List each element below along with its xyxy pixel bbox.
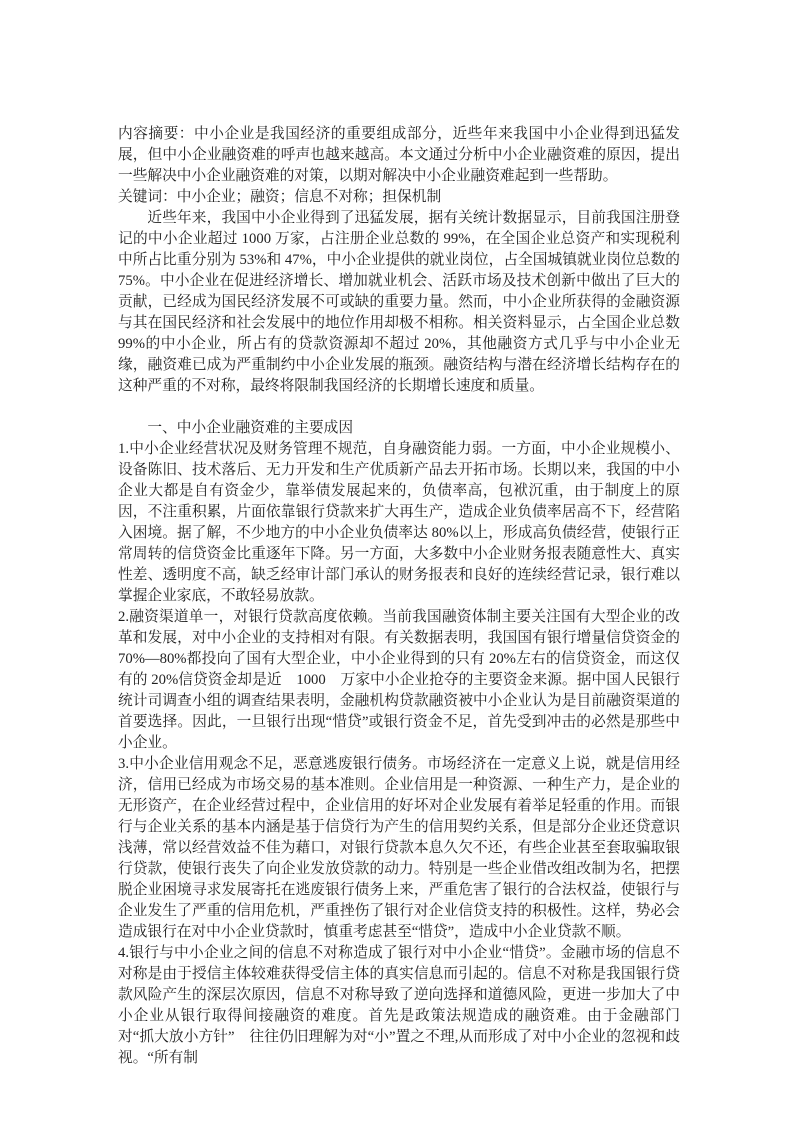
document-page — [118, 124, 680, 1069]
intro-paragraph: 近些年来，我国中小企业得到了迅猛发展，据有关统计数据显示，目前我国注册登记的中小企业超过 1000 万家，占注册企业总数的 99%，在全国企业总资产和实现税利中所占比重分别为 53%和 47%，中小企业提供的就业岗位，占全国城镇就业岗位总数的 75%。中小企业在促进经济增长、增加就业机会、活跃市场及技术创新中做出了巨大的贡献，已经成为国民经济发展不可或缺的重要力量。然而，中小企业所获得的金融资源与其在国民经济和社会发展中的地位作用却极不相称。相关资料显示，占全国企业总数 99%的中小企业，所占有的贷款资源却不超过 20%，其他融资方式几乎与中小企业无缘，融资难已成为严重制约中小企业发展的瓶颈。融资结构与潜在经济增长结构存在的这种严重的不对称，最终将限制我国经济的长期增长速度和质量。 — [118, 210, 680, 394]
keywords-paragraph: 关键词：中小企业；融资；信息不对称；担保机制 — [118, 189, 442, 205]
cause-2-paragraph: 2.融资渠道单一，对银行贷款高度依赖。当前我国融资体制主要关注国有大型企业的改革和发展，对中小企业的支持相对有限。有关数据表明，我国国有银行增量信贷资金的70%—80%都投向了国有大型企业，中小企业得到的只有 20%左右的信贷资金，而这仅有的 20%信贷资金却是近 1000 万家中小企业抢夺的主要资金来源。据中国人民银行统计司调查小组的调查结果表明，金融机构贷款融资被中小企业认为是目前融资渠道的首要选择。因此，一旦银行出现“惜贷”或银行资金不足，首先受到冲击的必然是那些中小企业。 — [118, 609, 680, 751]
cause-4-paragraph: 4.银行与中小企业之间的信息不对称造成了银行对中小企业“惜贷”。金融市场的信息不对称是由于授信主体较难获得受信主体的真实信息而引起的。信息不对称是我国银行贷款风险产生的深层次原因，信息不对称导致了逆向选择和道德风险，更进一步加大了中小企业从银行取得间接融资的难度。首先是政策法规造成的融资难。由于金融部门对“抓大放小方针” 往往仍旧理解为对“小”置之不理,从而形成了对中小企业的忽视和歧视。“所有制 — [118, 945, 680, 1066]
abstract-paragraph: 内容摘要：中小企业是我国经济的重要组成部分，近些年来我国中小企业得到迅猛发展，但中小企业融资难的呼声也越来越高。本文通过分析中小企业融资难的原因，提出一些解决中小企业融资难的对策，以期对解决中小企业融资难起到一些帮助。 — [118, 126, 680, 184]
cause-3-paragraph: 3.中小企业信用观念不足，恶意逃废银行债务。市场经济在一定意义上说，就是信用经济，信用已经成为市场交易的基本准则。企业信用是一种资源、一种生产力，是企业的无形资产，在企业经营过程中，企业信用的好坏对企业发展有着举足轻重的作用。而银行与企业关系的基本内涵是基于信贷行为产生的信用契约关系，但是部分企业还贷意识浅薄，常以经营效益不佳为藉口，对银行贷款本息久欠不还，有些企业甚至套取骗取银行贷款，使银行丧失了向企业发放贷款的动力。特别是一些企业借改组改制为名，把摆脱企业困境寻求发展寄托在逃废银行债务上来，严重危害了银行的合法权益，使银行与企业发生了严重的信用危机，严重挫伤了银行对企业信贷支持的积极性。这样，势必会造成银行在对中小企业贷款时，慎重考虑甚至“惜贷”，造成中小企业贷款不顺。 — [118, 756, 680, 940]
section-heading-causes: 一、中小企业融资难的主要成因 — [147, 420, 354, 436]
cause-1-paragraph: 1.中小企业经营状况及财务管理不规范，自身融资能力弱。一方面，中小企业规模小、设备陈旧、技术落后、无力开发和生产优质新产品去开拓市场。长期以来，我国的中小企业大都是自有资金少，靠举债发展起来的，负债率高，包袱沉重，由于制度上的原因，不注重积累，片面依靠银行贷款来扩大再生产，造成企业负债率居高不下，经营陷入困境。据了解，不少地方的中小企业负债率达 80%以上，形成高负债经营，使银行正常周转的信贷资金比重逐年下降。另一方面，大多数中小企业财务报表随意性大、真实性差、透明度不高，缺乏经审计部门承认的财务报表和良好的连续经营记录，银行难以掌握企业家底，不敢轻易放款。 — [118, 441, 680, 604]
